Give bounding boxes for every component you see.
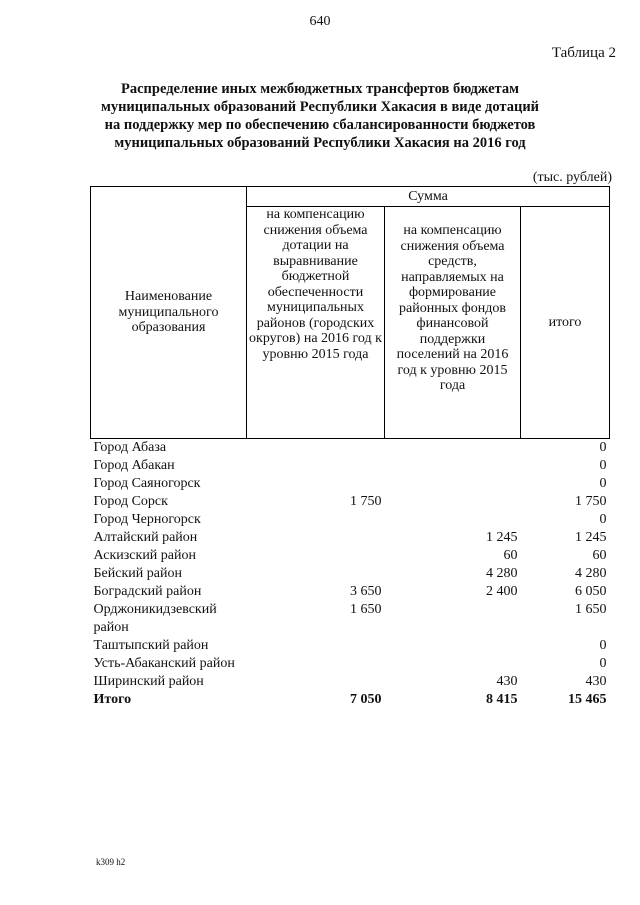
fund-compensation-cell — [385, 511, 521, 529]
table-row — [91, 529, 610, 547]
municipality-name-cell: Ширинский район — [93, 674, 204, 689]
total-row — [91, 691, 610, 709]
fund-compensation-cell — [385, 493, 521, 511]
total-cell: 0 — [599, 458, 607, 473]
table-row — [91, 511, 610, 529]
subsidy-compensation-cell — [247, 475, 385, 493]
header-total: итого — [521, 207, 610, 439]
title-line: муниципальных образований Республики Хакасия на 2016 год — [114, 135, 526, 151]
table-label: Таблица 2 — [551, 45, 616, 61]
fund-compensation-cell: 8 415 — [486, 692, 518, 707]
municipality-name-cell: Боградский район — [93, 584, 202, 599]
total-cell: 6 050 — [575, 584, 607, 599]
municipality-name-cell: Город Черногорск — [93, 512, 201, 527]
table-row — [91, 565, 610, 583]
subsidy-compensation-cell — [247, 439, 385, 458]
header-municipality: Наименование муниципального образования — [91, 187, 247, 439]
subsidy-compensation-cell — [247, 565, 385, 583]
municipality-name-cell: Аскизский район — [93, 548, 196, 563]
subsidy-compensation-cell — [247, 511, 385, 529]
subsidy-compensation-cell — [247, 673, 385, 691]
total-cell: 15 465 — [568, 692, 607, 707]
document-code: k309 h2 — [96, 857, 126, 867]
table-row — [91, 601, 610, 637]
table-row — [91, 637, 610, 655]
fund-compensation-cell — [385, 439, 521, 458]
subsidy-compensation-cell: 1 750 — [350, 494, 382, 509]
total-cell: 430 — [585, 674, 607, 689]
municipality-name-cell: Таштыпский район — [93, 638, 209, 653]
subsidy-compensation-cell: 3 650 — [350, 584, 382, 599]
fund-compensation-cell — [385, 637, 521, 655]
header-fund-compensation: на компенсацию снижения объема средств, направляемых на формирование районных фондов финансовой поддержки поселений на 2016 год к уровню 2015 года — [385, 207, 521, 439]
fund-compensation-cell: 60 — [503, 548, 518, 563]
total-cell: 1 650 — [575, 602, 607, 617]
fund-compensation-cell: 430 — [496, 674, 518, 689]
subsidy-compensation-cell: 7 050 — [350, 692, 382, 707]
fund-compensation-cell — [385, 457, 521, 475]
total-cell: 4 280 — [575, 566, 607, 581]
total-cell: 0 — [599, 656, 607, 671]
title-line: муниципальных образований Республики Хакасия в виде дотаций — [100, 99, 540, 115]
subsidy-compensation-cell — [247, 457, 385, 475]
municipality-name-cell: Алтайский район — [93, 530, 198, 545]
table-body — [91, 439, 610, 710]
header-sum: Сумма — [247, 187, 610, 207]
table-row — [91, 673, 610, 691]
municipality-name-cell: Город Абакан — [93, 458, 175, 473]
total-cell: 1 750 — [575, 494, 607, 509]
header-subsidy-compensation: на компенсацию снижения объема дотации на выравнивание бюджетной обеспеченности муниципальных районов (городских округов) на 2016 год к уровню 2015 года — [247, 207, 385, 439]
municipality-name-cell: Город Саяногорск — [93, 476, 201, 491]
municipality-name-cell: Бейский район — [93, 566, 182, 581]
total-cell: 0 — [599, 440, 607, 455]
table-row — [91, 583, 610, 601]
transfers-table — [90, 186, 610, 709]
subsidy-compensation-cell — [247, 655, 385, 673]
fund-compensation-cell: 1 245 — [486, 530, 518, 545]
subsidy-compensation-cell — [247, 529, 385, 547]
fund-compensation-cell — [385, 601, 521, 637]
document-title — [60, 80, 580, 152]
table-row — [91, 655, 610, 673]
table-row — [91, 457, 610, 475]
total-cell: 60 — [592, 548, 607, 563]
municipality-name-cell: Город Абаза — [93, 440, 167, 455]
page-number: 640 — [309, 14, 331, 29]
municipality-name-cell: Усть-Абаканский район — [93, 656, 235, 671]
municipality-name-cell: Итого — [93, 692, 132, 707]
fund-compensation-cell — [385, 475, 521, 493]
total-cell: 1 245 — [575, 530, 607, 545]
municipality-name-cell: Орджоникидзевский район — [93, 602, 217, 635]
table-row — [91, 493, 610, 511]
table-row — [91, 439, 610, 458]
subsidy-compensation-cell — [247, 547, 385, 565]
fund-compensation-cell: 4 280 — [486, 566, 518, 581]
subsidy-compensation-cell — [247, 637, 385, 655]
title-line: на поддержку мер по обеспечению сбалансированности бюджетов — [104, 117, 536, 133]
title-line: Распределение иных межбюджетных трансфертов бюджетам — [121, 81, 519, 97]
fund-compensation-cell: 2 400 — [486, 584, 518, 599]
total-cell: 0 — [599, 638, 607, 653]
total-cell: 0 — [599, 476, 607, 491]
units-label: (тыс. рублей) — [532, 170, 612, 185]
municipality-name-cell: Город Сорск — [93, 494, 168, 509]
total-cell: 0 — [599, 512, 607, 527]
table-row — [91, 547, 610, 565]
table-row — [91, 475, 610, 493]
fund-compensation-cell — [385, 655, 521, 673]
subsidy-compensation-cell: 1 650 — [350, 602, 382, 617]
